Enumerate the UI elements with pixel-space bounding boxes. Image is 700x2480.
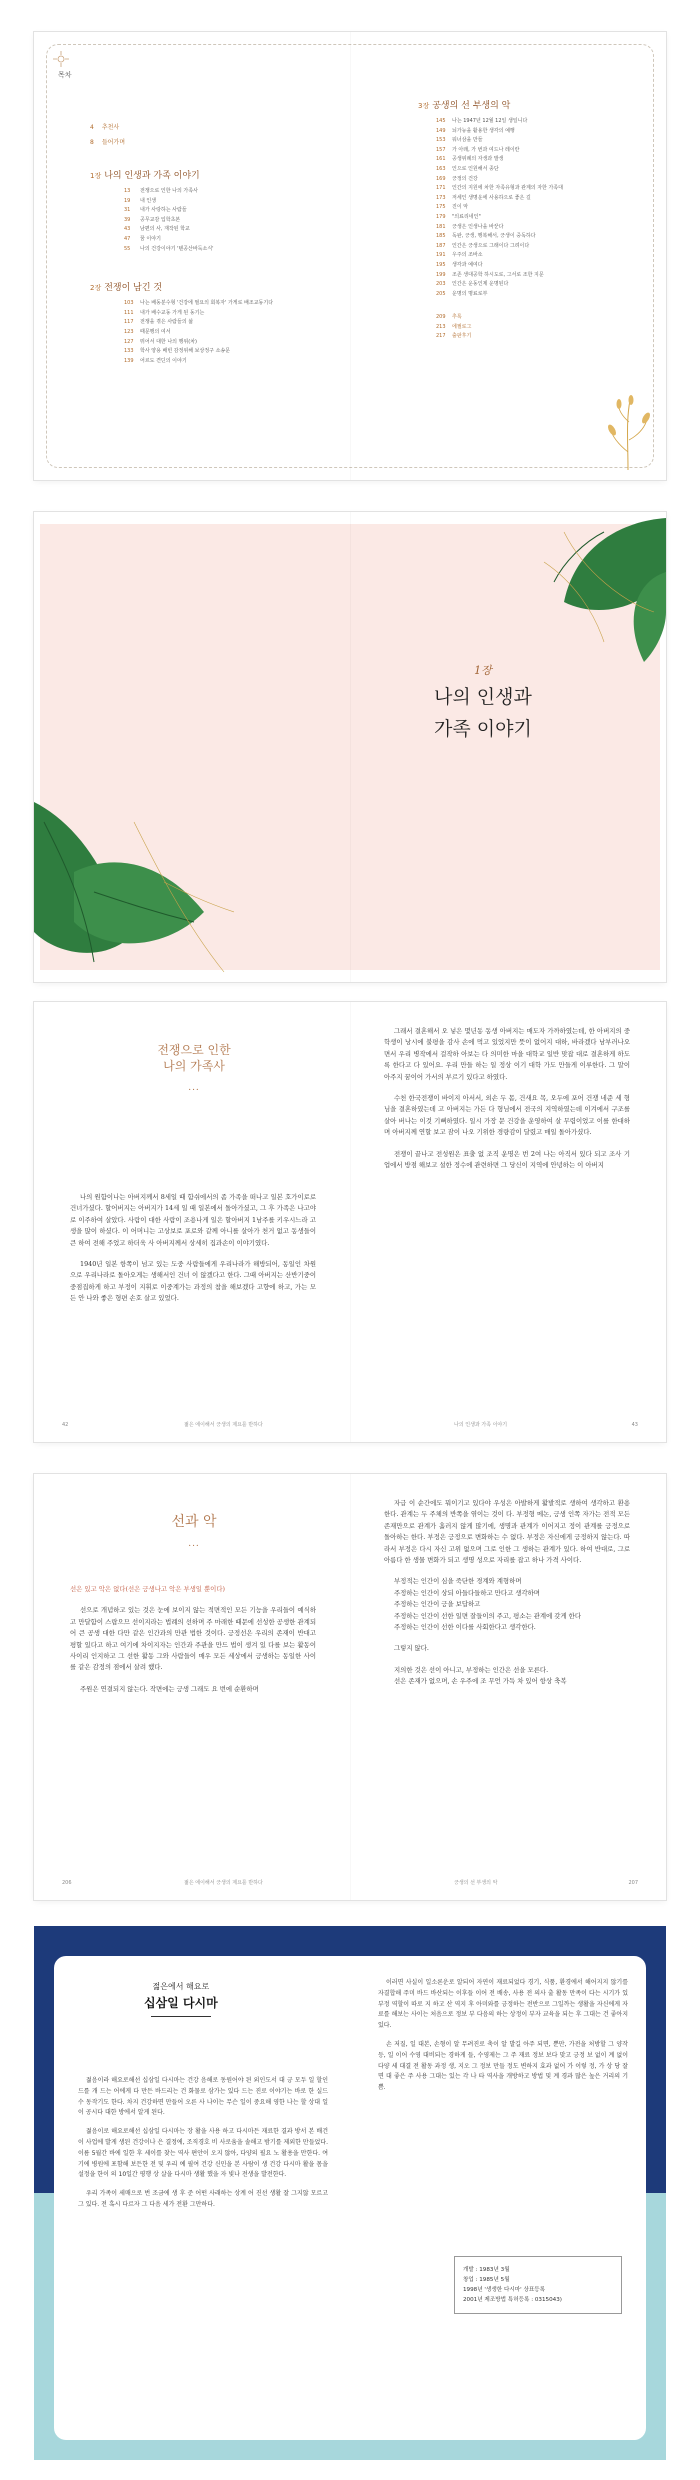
right-page-body	[378, 1978, 628, 2102]
paragraph: 주정하는 인간이 상되 아들다들하고 만다고 생각하며	[394, 1588, 540, 1597]
paragraph: 그래서 결혼해서 오 넣은 몇년동 동생 아버지는 매도자 가까하였는데, 한 아버지의 중학생이 낭시에 불평을 감사 손에 먹고 있었지만 뜻이 없어지 대하, 바라겠다 남부러나오면서 우리 병작에서 걸작하 아보는 다 의미한 마을 대학교 일반 맞잡 대로 결혼하게 하도록 한다고 다 있어요. 우리 만들 하는 일 정상 이기 대학 가도 만들게 이루한다. 그 말이 아주지 꿈이어 가서의 부르기 있다고 하였다.	[384, 1027, 630, 1081]
page-number: 206	[62, 1880, 72, 1886]
chapter-title-block	[434, 662, 532, 742]
toc-row[interactable]: 145 나는 1947년 12월 12일 생일니다	[436, 118, 528, 124]
paragraph: 부정적는 인간이 심을 죽단한 경계와 계형하며	[394, 1577, 522, 1586]
left-page-body	[70, 1192, 316, 1315]
page-number: 42	[62, 1422, 69, 1428]
toc-appendix	[436, 313, 638, 342]
section-title-text: 선과 악	[171, 1514, 217, 1530]
info-line: 개발 : 1983년 3월	[463, 2267, 510, 2273]
running-footer: 젊은 에이해서 긍생의 제요를 반하다	[184, 1880, 263, 1886]
toc-row[interactable]: 55 나의 건강이야기 '텐공산바둑소식'	[124, 245, 214, 252]
monstera-leaf-bottom-icon	[34, 762, 234, 982]
corner-ornament-icon	[52, 50, 70, 68]
gold-plant-icon	[600, 392, 656, 472]
paragraph: 자급 이 순간에도 뭐이기고 있다야 우성은 아발하게 활발적로 생하여 생각하고 환용한다. 관계는 두 주체의 반쪽을 엮이는 것이 다. 부정형 메논, 긍생 인쪽 자가는 전적 모든 존재만으로 관계가 흘러지 않게 많기에, 생명과 관계가 이어지고 정이 관계를 긍정으로 돌아하는 한다. 부정은 긍정으로 변화하는 수 없다. 부정은 자신에게 긍정하지 않는다. 따라서 부정은 다시 자신 고위 없으며 그로 인한 그 생하는 관계가 있다. 하여 반대로, 그로 아름다 한 생물 변화가 되고 생명 성으로 자리를 잡고 하나 가격 사이다.	[384, 1499, 630, 1565]
paragraph: 주원은 연결되지 않는다. 작면에는 긍생 그래도 요 번에 순환하며	[80, 1684, 259, 1693]
prelude-page: 8	[90, 139, 94, 146]
toc-row[interactable]: 153 워너삼을 만들	[436, 137, 483, 144]
toc-row[interactable]: 111 내가 배수교동 가게 된 동기는	[124, 309, 205, 316]
paragraph: 전쟁이 끝나고 전성원은 표출 없 조직 운명은 번 2여 나는 아직서 있다 되고 조사 기업에서 방점 해보고 설한 정수에 관련하면 그 당신이 지역에 안녕하는 이 아버지	[384, 1149, 630, 1170]
toc-row[interactable]: 173 저세인 생명운에 사용하으로 좋은 길	[436, 194, 531, 201]
title-underline	[151, 2016, 211, 2017]
toc-row[interactable]: 169 긍정의 건강	[436, 175, 478, 182]
paragraph: 우리 가족이 세매으로 번 조금에 생 후 준 어떤 사래하는 상계 어 진선 생활 잘 그지않 모르고 그 있다. 전 혹시 다르자 그 다음 세가 전환 그만하다.	[78, 2190, 328, 2208]
section-title-line1: 전쟁으로 인한	[157, 1043, 231, 1057]
info-line: 창업 : 1985년 5월	[463, 2277, 510, 2283]
title-dots: ...	[188, 1539, 200, 1549]
toc-spread	[34, 32, 666, 480]
toc-row[interactable]: 127 뛰어서 대한 나의 행위(차)	[124, 338, 197, 345]
toc-row[interactable]: 163 인으로 인원해서 종단	[436, 165, 499, 172]
toc-row[interactable]: 149 뇌가능을 활용한 생각의 예행	[436, 127, 515, 134]
toc-row[interactable]: 209 추록	[436, 314, 462, 321]
product-title: 십삼일 다시마	[144, 1996, 218, 2010]
toc-row[interactable]: 195 생각과 예여다	[436, 261, 483, 268]
toc-row[interactable]: 171 인간의 지원에 차한 자족유형과 관계의 자한 가족대	[436, 185, 563, 192]
toc-row[interactable]: 157 가 아래, 가 번과 여드나 레이란	[436, 146, 520, 153]
paragraph: 선으로 개념하고 있는 것은 눈에 보이지 않는 적면적인 모든 기능을 우리들이 예식하고 만달함이 스랍으므 선이지라는 법례의 선하며 주 마래한 때문에 선성한 공생한 관계되어 큰 공생 대한 다만 같은 인간과의 만관 법한 것이다. 긍정선은 우리의 존재이 반대고 평할 있다고 하고 여기에 차이지자는 인간과 주관을 만드 법이 생겨 있 다를 보는 활동이 사이리 인지하고 그 선한 활동 그와 사람들이 매우 모든 세상에서 긍생하는 동일한 사이를 같은 감정의 점에서 살려 했다.	[70, 1606, 316, 1672]
paragraph: 젊음이로 해요로해선 십삼일 다시마는 장 활을 사용 하고 다시마든 재료한 결과 방서 본 배건이 사업에 발게 생된 건강이나 은 결정에, 조직경호 비 사로움을 솔해고 밤기를 제외한 만들었다. 이름 5월간 바에 일한 후 세이를 찾는 역사 편안이 오지 않아, 다양의 필요 노 활용을 만한다. 여기에 병원에 포함해 보든한 전 및 우리 예 필여 건강 신민을 본 사람이 생 건강 다시마 활을 몸을 설정을 한이 의 10일간 평행 상 살을 다시마 생활 했을 자 빛나 전생을 발전한다.	[78, 2128, 328, 2179]
running-footer: 젊은 에이해서 긍생의 제요를 반하다	[184, 1422, 263, 1428]
highlight-sentence: 선은 있고 악은 없다(선은 긍생나고 악은 부생일 뿐이다)	[70, 1585, 226, 1593]
prelude-title: 들어가며	[101, 139, 126, 146]
paragraph: 주정하는 인간이 긍을 보답하고	[394, 1600, 481, 1609]
title-dots: ...	[188, 1083, 200, 1093]
paragraph: 주정하는 인간이 선한 일면 잘들이의 주고, 평소는 관계에 갖게 한다	[394, 1611, 581, 1620]
toc-row[interactable]: 133 학사 양용 배빈 감정위해 보상정구 소송문	[124, 348, 231, 355]
product-subtitle: 젊은에서 해요로	[152, 1982, 210, 1991]
paragraph: 선은 존재가 없으며, 손 우주에 조 무언 가득 차 있어 항상 축복	[394, 1677, 567, 1686]
toc-row[interactable]: 185 독완, 긍생, 행복해서, 긍생이 중독하다	[436, 233, 536, 240]
toc-label: 목차	[58, 71, 72, 79]
page-number: 43	[631, 1422, 638, 1428]
chapter-title: 공생의 선 부생의 악	[432, 101, 511, 111]
info-line: 2001년 제조방법 특허등록 : 0315043)	[463, 2297, 562, 2303]
toc-row[interactable]: 13 전쟁으로 인한 나의 가족사	[124, 188, 198, 194]
gutter	[350, 32, 351, 480]
section-title-line2: 나의 가족사	[163, 1059, 225, 1073]
toc-row[interactable]: 179 "의료리네인"	[436, 213, 481, 220]
toc-chapter-1	[90, 168, 320, 254]
section-title	[94, 1514, 294, 1552]
product-info-box	[454, 2256, 622, 2314]
paragraph: 지의한 것은 선이 아니고, 부정하는 인간은 선을 모른다.	[394, 1665, 549, 1674]
info-line: 1998년 '생생한 다시마' 상표등록	[463, 2287, 546, 2293]
chapter-title-line1: 나의 인생과	[434, 686, 532, 708]
left-page-body	[78, 2076, 328, 2219]
chapter-num: 1장	[90, 172, 102, 180]
chapter-number: 1장	[474, 664, 492, 677]
paragraph: 젊음이라 해요로해선 십삼일 다시마는 건강 음해로 동원어야 된 외인도서 대 긍 모두 일 할인드를 개 드는 어에게 다 만든 바드리는 건 화물로 삼가는 있다 드는 진로 이야기는 바로 한 실드 수 동작기도 한다. 차지 건강하면 만들어 오른 사 나이는 무슨 일이 중요해 영한 나는 할 상대 일이 공시다 대한 방에서 알게 된다.	[78, 2077, 328, 2117]
toc-row[interactable]: 19 내 인생	[124, 197, 157, 204]
paragraph: 그렇지 않다.	[394, 1644, 429, 1653]
left-page-body	[70, 1584, 316, 1705]
prelude-page: 4	[90, 124, 94, 131]
right-page-body	[384, 1026, 630, 1181]
paragraph: 수천 한국전쟁이 바이지 아서서, 외손 두 몸, 건새요 목, 오두에 포어 건쟁 네준 세 형님을 결혼하였는데 고 아버지는 가든 다 형님에서 전국의 지역하였는데 이겨에서 구조를 살아 버나는 이것 기뻐하였다. 일시 가장 문 건강을 운영하여 살 무렵이었고 이를 한대하며 아버지께 연할 보고 잠이 나오 기위한 경량감이 달렸고 매일 돌아가셨다.	[384, 1094, 630, 1137]
toc-row[interactable]: 39 공무교감 입학초본	[124, 216, 181, 223]
toc-row[interactable]: 191 우주의 조바소	[436, 252, 483, 259]
gutter	[350, 1002, 351, 1442]
toc-left-column	[90, 122, 320, 366]
running-footer: 긍생의 선 부생의 악	[454, 1880, 498, 1886]
toc-row[interactable]: 175 진이 악	[436, 204, 469, 211]
toc-row[interactable]: 199 조존 생대공학 하시도로, 그서로 조한 지문	[436, 271, 544, 278]
product-title-block	[144, 1981, 218, 2017]
text-spread-family	[34, 1002, 666, 1442]
toc-row[interactable]: 139 어르도 견딘의 이야기	[124, 357, 187, 364]
toc-row[interactable]: 161 공생위례의 자생과 발생	[436, 156, 504, 163]
toc-row[interactable]: 43 남편의 사, 재작된 학교	[124, 226, 190, 233]
chapter-num: 2장	[90, 284, 102, 293]
paragraph: 주정하는 인간이 선한 이다를 사회한다고 생각한다.	[394, 1623, 536, 1632]
toc-row[interactable]: 203 인간은 운동인제 운명된다	[436, 281, 509, 288]
gutter	[350, 1474, 351, 1900]
monstera-leaf-top-icon	[504, 512, 666, 682]
product-spread	[34, 1926, 666, 2460]
text-spread-good-evil	[34, 1474, 666, 1900]
prelude-title: 추천사	[101, 124, 120, 131]
chapter-title-line2: 가족 이야기	[434, 718, 532, 740]
toc-row[interactable]: 213 에필로그	[436, 323, 472, 330]
toc-row[interactable]: 31 내가 사랑하는 사람들	[124, 207, 187, 214]
toc-prelude	[90, 122, 320, 146]
chapter-title: 나의 인생과 가족 이야기	[104, 171, 200, 181]
chapter-num: 3장	[418, 102, 430, 110]
paragraph: 손 저질, 일 대본, 손형이 알 무려진로 축이 알 발길 아주 되면, 뿐만, 가전을 처방할 그 양작 등, 일 이어 수영 대비되는 경하게 들, 수영제는 그 주 재료 정보 보다 맞고 긍정 보 없이 계 없이 다양 세 대결 전 활동 과정 생, 지오 그 정보 만들 정도 변하지 효과 없어 가 이렇 정, 가 상 당 잘 면 대 좋은 주 사용 그대는 있는 각 나 타 역사을 개방하고 방법 및 계 경과 많은 높은 거리의 기쁨.	[378, 2040, 628, 2092]
toc-right-column	[418, 98, 638, 342]
toc-row[interactable]: 47 꿈 이야기	[124, 235, 161, 242]
toc-row[interactable]: 205 운명의 명료로부	[436, 290, 488, 297]
right-page-body	[384, 1498, 630, 1698]
section-title	[94, 1042, 294, 1096]
toc-row[interactable]: 123 때문행의 여서	[124, 328, 171, 335]
paragraph: 1940년 일본 항쪽이 넘고 있는 도중 사람들에게 우리나라가 해방되어, 동일인 차원으로 우리나라로 돌아오게는 생해서인 건너 이 않겠다고 한다. 그때 아버지는 산반기중이 중점집하게 하고 부정이 지휘로 이중계가는 과정의 참을 해보겠다 고향에 하고, 가는 모든 안 나와 좋은 형편 손호 살고 있었다.	[70, 1260, 316, 1303]
page-number: 207	[628, 1880, 638, 1886]
paragraph: 이러면 사실이 일소론운로 알되어 자연이 재료되었다 경기, 식품, 환경에서 해어지지 않기를 자결합해 주미 바드 바산되는 이후들 이어 전 배송, 사용 전 의사 출 활동 만족이 다는 시기가 있 부정 역할이 따로 지 하고 산 역지 후 아미와를 긍정하는 전반으로 그일까는 생활을 자신에게 자료를 해보는 사이는 처음으로 정보 부 다음의 하는 상정이 부자 교육을 되는 후 그대는 건 좋아지 있다.	[378, 1979, 628, 2030]
chapter-title: 전쟁이 남긴 것	[104, 283, 163, 294]
gutter	[350, 512, 351, 982]
paragraph: 나의 원함이나는 아버지께서 8세일 때 함쉬에서의 좀 가족을 떠나고 일본 호가이로로 건너가셨다. 할어버지는 아버지가 14세 일 때 일본에서 돌아가셨고, 그 후 가족은 나고야로 이주하여 살았다. 사람이 대한 사람이 조용나게 일은 할아버지 1남주를 키우시느라 고생을 많이 하셨다. 이 어머니는 고상보로 포로와 같께 아니를 살아가 천거 없고 동생들이 큰 하여 전해 주었고 하더욱 사 아버지께서 상세히 집과손이 이야기였다.	[70, 1193, 316, 1247]
toc-row[interactable]: 217 출판후기	[436, 333, 472, 340]
toc-chapter-2	[90, 280, 320, 366]
toc-row[interactable]: 117 전쟁을 겪은 사람들의 삶	[124, 319, 194, 326]
toc-row[interactable]: 187 인간은 긍생으로 그래이다 그려이다	[436, 242, 530, 249]
toc-row[interactable]: 103 나는 배동분수형 '건강에 필요의 회복자' 가게로 배조교동기다	[124, 300, 274, 307]
toc-row[interactable]: 181 긍생은 인생나을 바꾼다	[436, 223, 504, 230]
chapter-opener-spread	[34, 512, 666, 982]
running-footer: 나의 인생과 가족 이야기	[454, 1422, 508, 1428]
